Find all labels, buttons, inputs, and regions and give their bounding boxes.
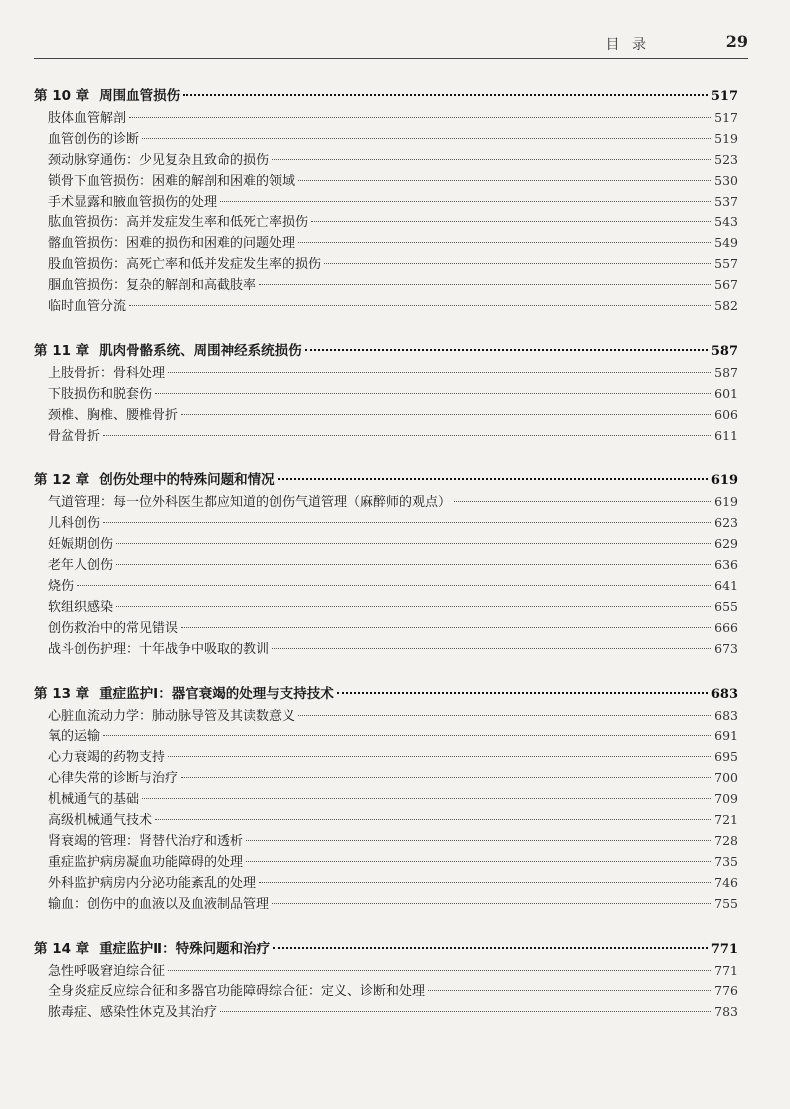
toc-entry [34,233,738,254]
dot-leader [183,93,708,96]
entry-page: 601 [714,385,738,401]
dot-leader [298,241,711,243]
chapter-block [34,937,738,1024]
toc-entry [34,576,738,597]
dot-leader [220,200,711,202]
dot-leader [155,818,711,820]
entry-page: 567 [714,277,738,293]
entry-page: 728 [714,832,738,848]
dot-leader [168,755,711,757]
chapter-title-group [34,937,270,961]
chapter-heading [34,682,738,706]
dot-leader [181,626,711,628]
entry-title: 颈椎、胸椎、腰椎骨折 [48,407,179,423]
chapter-page: 587 [710,343,738,359]
entry-title: 儿科创伤 [48,516,101,532]
dot-leader [337,691,708,694]
entry-page: 771 [714,962,738,978]
toc-entry [34,426,738,447]
toc-entry [34,296,738,317]
toc-entry [34,384,738,405]
table-of-contents [34,84,738,1045]
toc-entry [34,405,738,426]
toc-entry [34,747,738,768]
chapter-heading [34,937,738,961]
entry-title: 颈动脉穿通伤：少见复杂且致命的损伤 [48,152,270,168]
toc-entry [34,513,738,534]
toc-entry [34,254,738,275]
toc-entry [34,852,738,873]
entry-page: 629 [714,536,738,552]
entry-title: 烧伤 [48,579,75,595]
entry-title: 老年人创伤 [48,558,114,574]
entry-page: 746 [714,874,738,890]
entry-page: 655 [714,598,738,614]
dot-leader [272,647,711,649]
entry-page: 721 [714,812,738,828]
dot-leader [259,283,711,285]
entry-page: 695 [714,749,738,765]
toc-entry [34,706,738,727]
dot-leader [298,179,711,181]
toc-entry [34,192,738,213]
entry-title: 软组织感染 [48,599,114,615]
entry-title: 脓毒症、感染性休克及其治疗 [48,1005,218,1021]
entry-page: 537 [714,193,738,209]
chapter-page: 683 [710,686,738,702]
entry-title: 机械通气的基础 [48,792,140,808]
entry-title: 临时血管分流 [48,299,127,315]
entry-page: 783 [714,1004,738,1020]
entry-title: 锁骨下血管损伤：困难的解剖和困难的领域 [48,173,296,189]
entry-page: 587 [714,364,738,380]
chapter-title: 周围血管损伤 [99,88,181,104]
dot-leader [181,413,711,415]
dot-leader [103,521,711,523]
dot-leader [454,500,711,502]
dot-leader [129,304,711,306]
chapter-number: 第 11 章 [34,342,90,359]
entry-title: 骨盆骨折 [48,428,101,444]
dot-leader [305,348,708,351]
entry-title: 全身炎症反应综合征和多器官功能障碍综合征：定义、诊断和处理 [48,984,426,1000]
chapter-number: 第 14 章 [34,940,90,957]
entry-page: 673 [714,640,738,656]
entry-page: 582 [714,298,738,314]
toc-entry [34,1002,738,1023]
dot-leader [103,734,711,736]
dot-leader [246,839,711,841]
entry-title: 下肢损伤和脱套伤 [48,386,153,402]
toc-entry [34,212,738,233]
toc-entry [34,873,738,894]
chapter-block [34,468,738,659]
dot-leader [77,584,711,586]
dot-leader [220,1010,711,1012]
entry-title: 气道管理：每一位外科医生都应知道的创伤气道管理（麻醉师的观点） [48,495,452,511]
dot-leader [428,989,711,991]
entry-title: 肢体血管解剖 [48,111,127,126]
toc-entry [34,981,738,1002]
toc-entry [34,534,738,555]
entry-title: 重症监护病房凝血功能障碍的处理 [48,854,244,870]
dot-leader [116,542,711,544]
dot-leader [181,776,711,778]
entry-page: 517 [714,110,738,125]
header-rule [34,58,748,59]
chapter-block [34,339,738,447]
dot-leader [103,434,711,436]
dot-leader [246,860,711,862]
toc-entry [34,810,738,831]
entry-page: 666 [714,619,738,635]
chapter-block [34,682,738,915]
running-head [0,0,790,62]
dot-leader [298,714,711,716]
entry-title: 肾衰竭的管理：肾替代治疗和透析 [48,833,244,849]
chapter-title: 肌肉骨骼系统、周围神经系统损伤 [99,342,302,359]
entry-page: 530 [714,172,738,188]
entry-title: 高级机械通气技术 [48,813,153,829]
dot-leader [168,371,711,373]
chapter-heading [34,468,738,492]
toc-entry [34,768,738,789]
entry-page: 606 [714,406,738,422]
toc-entry [34,108,738,129]
entry-title: 腘血管损伤：复杂的解剖和高截肢率 [48,278,257,294]
chapter-block [34,84,738,317]
entry-title: 手术显露和腋血管损伤的处理 [48,194,218,210]
dot-leader [259,881,711,883]
dot-leader [272,902,711,904]
chapter-title-group [34,468,275,492]
chapter-number: 第 12 章 [34,472,90,489]
dot-leader [273,946,708,949]
toc-entry [34,555,738,576]
dot-leader [278,477,708,480]
entry-page: 636 [714,557,738,573]
chapter-title: 创伤处理中的特殊问题和情况 [99,472,275,489]
entry-title: 心力衰竭的药物支持 [48,750,166,766]
chapter-title-group [34,682,334,706]
entry-title: 髂血管损伤：困难的损伤和困难的问题处理 [48,236,296,252]
toc-entry [34,789,738,810]
entry-page: 519 [714,130,738,146]
entry-title: 心脏血流动力学：肺动脉导管及其读数意义 [48,708,296,724]
toc-entry [34,597,738,618]
toc-entry [34,894,738,915]
dot-leader [116,605,711,607]
toc-entry [34,618,738,639]
running-head-title: 目 录 [605,37,650,53]
entry-page: 700 [714,770,738,786]
dot-leader [272,158,711,160]
entry-page: 543 [714,214,738,230]
dot-leader [142,137,711,139]
entry-title: 氧的运输 [48,729,101,745]
toc-entry [34,171,738,192]
chapter-number: 第 10 章 [34,88,90,104]
chapter-title: 重症监护Ⅱ：特殊问题和治疗 [99,940,271,957]
entry-page: 611 [714,427,738,443]
entry-title: 上肢骨折：骨科处理 [48,365,166,381]
entry-page: 755 [714,895,738,911]
entry-page: 623 [714,515,738,531]
entry-title: 外科监护病房内分泌功能紊乱的处理 [48,875,257,891]
entry-page: 776 [714,983,738,999]
chapter-page: 517 [710,89,738,104]
entry-title: 血管创伤的诊断 [48,131,140,147]
dot-leader [116,563,711,565]
toc-entry [34,726,738,747]
entry-page: 683 [714,707,738,723]
entry-page: 523 [714,151,738,167]
entry-page: 735 [714,853,738,869]
entry-page: 709 [714,791,738,807]
toc-entry [34,492,738,513]
entry-title: 输血：创伤中的血液以及血液制品管理 [48,896,270,912]
toc-entry [34,639,738,660]
entry-title: 肱血管损伤：高并发症发生率和低死亡率损伤 [48,215,309,231]
entry-title: 急性呼吸窘迫综合征 [48,963,166,979]
chapter-page: 619 [710,473,738,489]
dot-leader [129,116,711,118]
toc-entry [34,275,738,296]
toc-entry [34,961,738,982]
entry-title: 战斗创伤护理：十年战争中吸取的教训 [48,641,270,657]
chapter-heading [34,84,738,108]
entry-title: 心律失常的诊断与治疗 [48,771,179,787]
toc-entry [34,363,738,384]
dot-leader [155,392,711,394]
chapter-page: 771 [710,941,738,957]
entry-title: 妊娠期创伤 [48,537,114,553]
page-number: 29 [725,32,748,51]
entry-page: 691 [714,728,738,744]
entry-page: 619 [714,494,738,510]
entry-page: 557 [714,256,738,272]
chapter-title-group [34,339,302,363]
chapter-title: 重症监护Ⅰ：器官衰竭的处理与支持技术 [99,685,334,702]
entry-page: 549 [714,235,738,251]
chapter-number: 第 13 章 [34,685,90,702]
dot-leader [324,262,711,264]
entry-title: 创伤救治中的常见错误 [48,620,179,636]
chapter-title-group [34,84,180,108]
dot-leader [311,220,711,222]
dot-leader [168,969,711,971]
entry-page: 641 [714,578,738,594]
toc-entry [34,129,738,150]
toc-entry [34,831,738,852]
toc-entry [34,150,738,171]
entry-title: 股血管损伤：高死亡率和低并发症发生率的损伤 [48,257,322,273]
dot-leader [142,797,711,799]
chapter-heading [34,339,738,363]
